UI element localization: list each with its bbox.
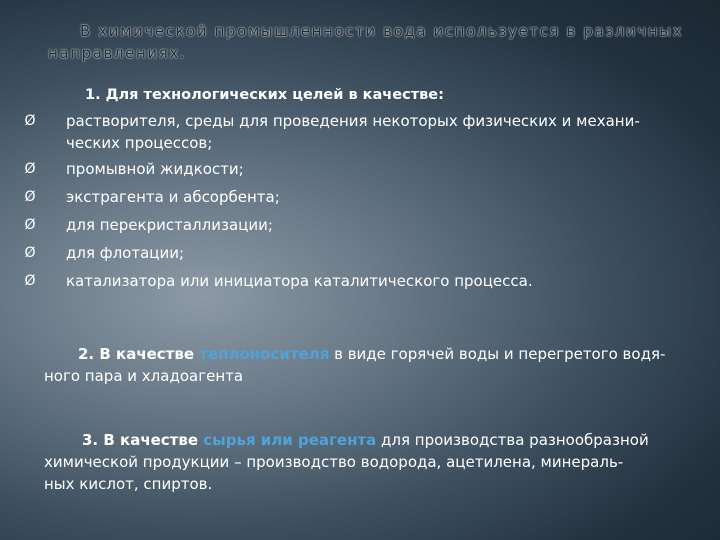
list-item-text: катализатора или инициатора каталитического процесса. [66,272,533,290]
section-2-text-line-1: в виде горячей воды и перегретого водя- [329,345,666,363]
list-item [20,110,700,154]
list-item-text: для флотации; [66,244,185,262]
section-1-heading: 1. Для технологических целей в качестве: [85,87,444,103]
section-3-text-line-2: химической продукции – производство водорода, ацетилена, минераль- [44,453,624,471]
list-item-text: растворителя, среды для проведения некоторых физических и механи- [66,112,640,130]
section-3-text-line-1: для производства разнообразной [376,431,649,449]
list-item-text: промывной жидкости; [66,160,244,178]
arrow-bullet-icon: Ø [24,161,36,177]
section-3-lead: 3. В качестве [82,431,204,449]
arrow-bullet-icon: Ø [24,189,36,205]
section-2-text-line-2: ного пара и хладоагента [44,367,244,385]
arrow-bullet-icon: Ø [24,217,36,233]
arrow-bullet-icon: Ø [24,113,36,129]
slide-title [48,20,688,64]
list-item [20,158,700,180]
list-item [20,242,700,264]
section-2-lead: 2. В качестве [78,345,200,363]
list-item [20,186,700,208]
list-item-text-continuation: ческих процессов; [66,134,213,152]
list-item [20,214,700,236]
section-3-text-line-3: ных кислот, спиртов. [44,475,213,493]
section-2-paragraph [44,343,704,387]
arrow-bullet-icon: Ø [24,273,36,289]
arrow-bullet-icon: Ø [24,245,36,261]
title-line-1: В химической промышленности вода используется в различных [80,22,684,40]
section-2-accent: теплоносителя [199,345,330,363]
list-item-text: для перекристаллизации; [66,216,273,234]
list-item [20,270,700,292]
section-1-list [20,110,700,298]
section-3-accent: сырья или реагента [203,431,377,449]
section-3-paragraph [44,429,704,495]
title-line-2: направлениях. [48,44,187,62]
list-item-text: экстрагента и абсорбента; [66,188,280,206]
